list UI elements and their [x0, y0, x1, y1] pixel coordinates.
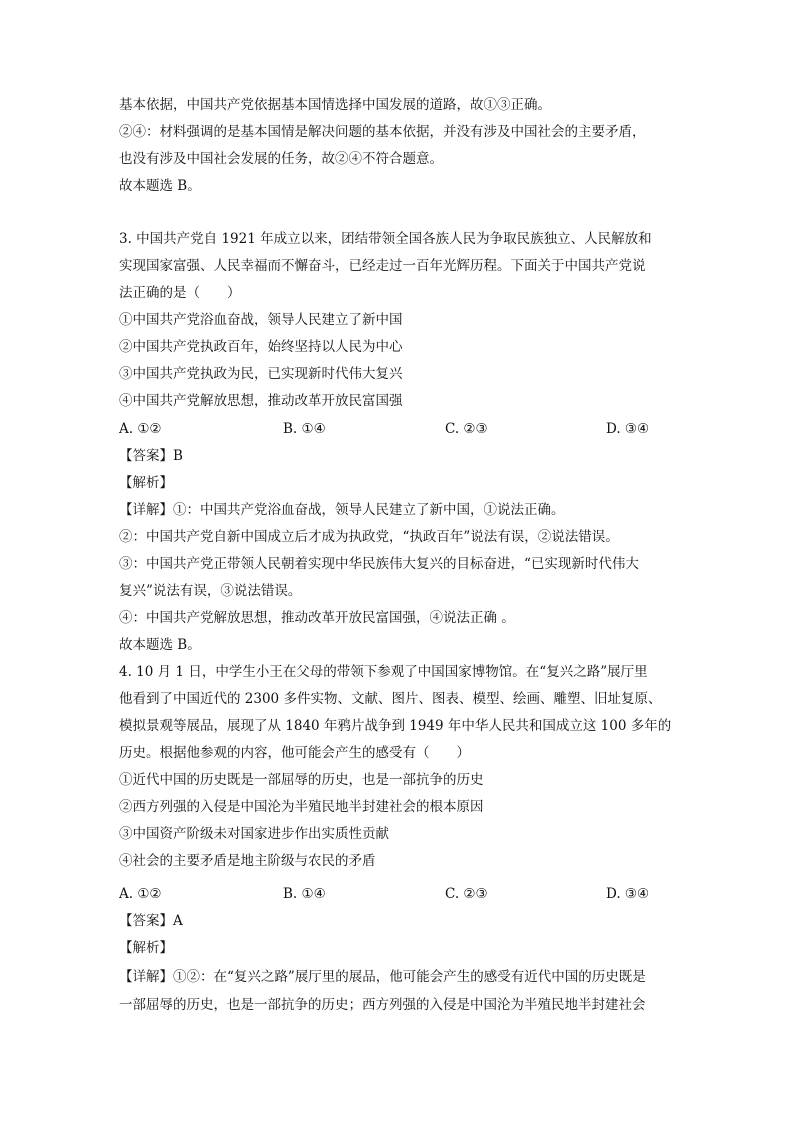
- option-a: A. ①②: [119, 886, 162, 902]
- statement-line: ①近代中国的历史既是一部屈辱的历史，也是一部抗争的历史: [119, 772, 484, 788]
- explanation-line: ③：中国共产党正带领人民朝着实现中华民族伟大复兴的目标奋进，“已实现新时代伟大: [119, 556, 639, 572]
- option-b: B. ①④: [283, 421, 326, 437]
- option-c: C. ②③: [445, 421, 488, 437]
- question-3-stem: 实现国家富强、人民幸福而不懈奋斗，已经走过一百年光辉历程。下面关于中国共产党说: [119, 258, 646, 274]
- text-line: 基本依据，中国共产党依据基本国情选择中国发展的道路，故①③正确。: [119, 97, 551, 113]
- statement-line: ④社会的主要矛盾是地主阶级与农民的矛盾: [119, 853, 376, 869]
- statement-line: ③中国资产阶级未对国家进步作出实质性贡献: [119, 826, 389, 842]
- explanation-line: 【详解】①②：在“复兴之路”展厅里的展品，他可能会产生的感受有近代中国的历史既是: [119, 969, 646, 985]
- option-a: A. ①②: [119, 421, 162, 437]
- text-line: 故本题选 B。: [119, 637, 201, 653]
- explanation-line: ④：中国共产党解放思想，推动改革开放民富国强，④说法正确 。: [119, 610, 515, 626]
- explanation-line: 【详解】①：中国共产党浴血奋战，领导人民建立了新中国，①说法正确。: [119, 502, 565, 518]
- explanation-line: ②：中国共产党自新中国成立后才成为执政党，“执政百年”说法有误，②说法错误。: [119, 529, 619, 545]
- statement-line: ①中国共产党浴血奋战，领导人民建立了新中国: [119, 312, 403, 328]
- statement-line: ③中国共产党执政为民，已实现新时代伟大复兴: [119, 366, 403, 382]
- explanation-line: 复兴”说法有误，③说法错误。: [119, 583, 302, 599]
- option-b: B. ①④: [283, 886, 326, 902]
- statement-line: ②中国共产党执政百年，始终坚持以人民为中心: [119, 339, 403, 355]
- analysis-heading: 【解析】: [119, 940, 173, 956]
- explanation-line: 一部屈辱的历史，也是一部抗争的历史；西方列强的入侵是中国沦为半殖民地半封建社会: [119, 997, 646, 1013]
- text-line: 故本题选 B。: [119, 178, 201, 194]
- option-d: D. ③④: [606, 421, 650, 437]
- statement-line: ②西方列强的入侵是中国沦为半殖民地半封建社会的根本原因: [119, 799, 484, 815]
- option-c: C. ②③: [445, 886, 488, 902]
- answer-line: 【答案】A: [119, 913, 183, 929]
- question-4-stem: 他看到了中国近代的 2300 多件实物、文献、图片、图表、模型、绘画、雕塑、旧址复原、: [119, 691, 662, 707]
- question-4-stem: 4. 10 月 1 日，中学生小王在父母的带领下参观了中国国家博物馆。在“复兴之路”展厅里: [119, 664, 648, 680]
- question-3-stem: 法正确的是（ ）: [119, 285, 241, 301]
- answer-line: 【答案】B: [119, 448, 183, 464]
- text-line: ②④：材料强调的是基本国情是解决问题的基本依据，并没有涉及中国社会的主要矛盾，: [119, 124, 646, 140]
- statement-line: ④中国共产党解放思想，推动改革开放民富国强: [119, 393, 403, 409]
- option-d: D. ③④: [606, 886, 650, 902]
- question-3-stem: 3. 中国共产党自 1921 年成立以来，团结带领全国各族人民为争取民族独立、人民解放和: [119, 231, 652, 247]
- text-line: 也没有涉及中国社会发展的任务，故②④不符合题意。: [119, 151, 443, 167]
- question-4-stem: 历史。根据他参观的内容，他可能会产生的感受有（ ）: [119, 745, 470, 761]
- question-4-stem: 模拟景观等展品，展现了从 1840 年鸦片战争到 1949 年中华人民共和国成立这 100 多年的: [119, 718, 672, 734]
- analysis-heading: 【解析】: [119, 475, 173, 491]
